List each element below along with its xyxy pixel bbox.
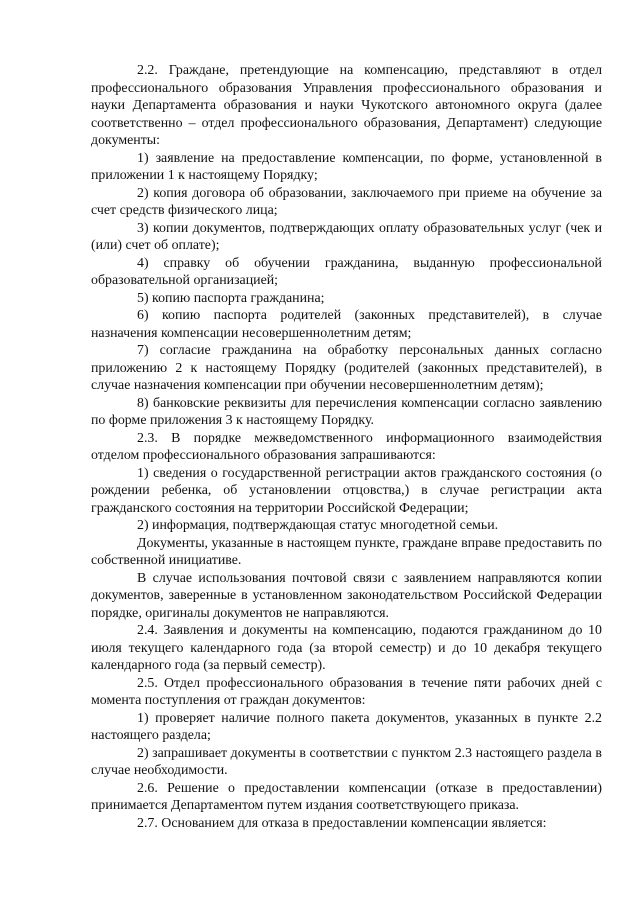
- paragraph-2-6: 2.6. Решение о предоставлении компенсации (отказе в предоставлении) принимается Департаментом путем издания соответствующего приказа.: [91, 780, 602, 813]
- paragraph-initiative: Документы, указанные в настоящем пункте, граждане вправе предоставить по собственной инициативе.: [91, 535, 602, 568]
- document-page: [91, 62, 602, 832]
- paragraph-postal: В случае использования почтовой связи с заявлением направляются копии документов, заверенные в установленном законодательством Российской Федерации порядке, оригиналы документов не направляются.: [91, 570, 602, 621]
- paragraph-2-4: 2.4. Заявления и документы на компенсацию, подаются гражданином до 10 июля текущего календарного года (за второй семестр) и до 10 декабря текущего календарного года (за первый семестр).: [91, 623, 602, 673]
- paragraph-2-3: 2.3. В порядке межведомственного информационного взаимодействия отделом профессионального образования запрашиваются:: [91, 430, 602, 463]
- list-item-2-2-2: 2) копия договора об образовании, заключаемого при приеме на обучение за счет средств физического лица;: [91, 185, 602, 218]
- list-item-2-5-1: 1) проверяет наличие полного пакета документов, указанных в пункте 2.2 настоящего раздела;: [91, 710, 602, 743]
- paragraph-2-2: 2.2. Граждане, претендующие на компенсацию, представляют в отдел профессионального образования Управления профессионального образования и науки Департамента образования и науки Чукотского автономного округа (далее соответственно – отдел профессионального образования, Департамент) следующие документы:: [91, 63, 602, 148]
- list-item-2-3-1: 1) сведения о государственной регистрации актов гражданского состояния (о рождении ребенка, об установлении отцовства,) в случае регистрации акта гражданского состояния на территории Российской Федерации;: [91, 465, 602, 516]
- list-item-2-5-2: 2) запрашивает документы в соответствии с пунктом 2.3 настоящего раздела в случае необходимости.: [91, 745, 602, 778]
- list-item-2-2-1: 1) заявление на предоставление компенсации, по форме, установленной в приложении 1 к настоящему Порядку;: [91, 150, 602, 183]
- list-item-2-2-6: 6) копию паспорта родителей (законных представителей), в случае назначения компенсации несовершеннолетним детям;: [91, 308, 602, 341]
- list-item-2-2-8: 8) банковские реквизиты для перечисления компенсации согласно заявлению по форме приложения 3 к настоящему Порядку.: [91, 395, 602, 428]
- list-item-2-2-7: 7) согласие гражданина на обработку персональных данных согласно приложению 2 к настоящему Порядку (родителей (законных представителей), в случае назначения компенсации при обучении несовершеннолетним детям);: [91, 343, 602, 393]
- list-item-2-2-4: 4) справку об обучении гражданина, выданную профессиональной образовательной организацией;: [91, 255, 602, 288]
- list-item-2-2-5: 5) копию паспорта гражданина;: [137, 290, 325, 306]
- list-item-2-3-2: 2) информация, подтверждающая статус многодетной семьи.: [137, 518, 499, 533]
- paragraph-2-5: 2.5. Отдел профессионального образования в течение пяти рабочих дней с момента поступления от граждан документов:: [91, 675, 602, 708]
- paragraph-2-7: 2.7. Основанием для отказа в предоставлении компенсации является:: [137, 815, 547, 831]
- list-item-2-2-3: 3) копии документов, подтверждающих оплату образовательных услуг (чек и (или) счет об оплате);: [91, 220, 602, 253]
